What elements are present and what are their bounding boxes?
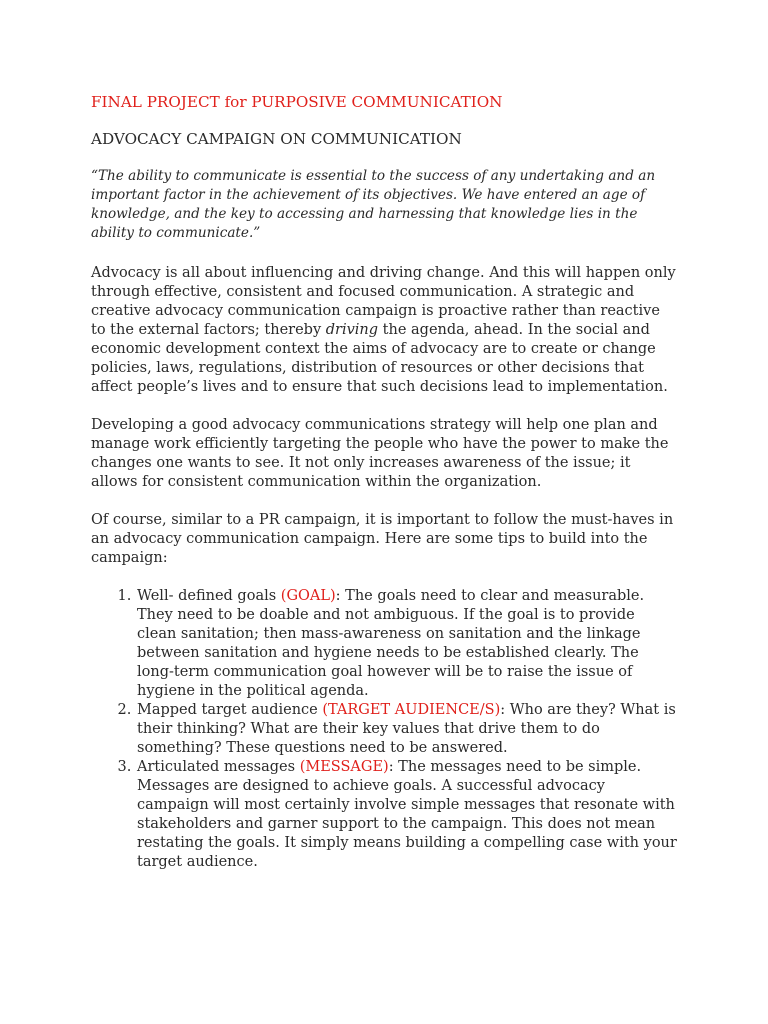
paragraph-advocacy <box>91 264 678 397</box>
tip-tag: (GOAL) <box>280 588 336 604</box>
paragraph-strategy: Developing a good advocacy communications strategy will help one plan and manage work efficiently targeting the people who have the power to make the changes one wants to see. It not only increases awareness of the issue; it allows for consistent communication within the organization. <box>91 417 669 490</box>
tips-list <box>91 587 678 872</box>
tip-lead: Well- defined goals <box>137 588 281 604</box>
paragraph-tips-intro: Of course, similar to a PR campaign, it is important to follow the must-haves in an advocacy communication campaign. Here are some tips to build into the campaign: <box>91 512 674 566</box>
tip-tag: (MESSAGE) <box>299 759 389 775</box>
list-item <box>136 587 678 701</box>
tip-lead: Articulated messages <box>137 759 300 775</box>
tip-body: : Who are they? What is their thinking? What are their key values that drive them to do something? These questions need to be answered. <box>137 702 676 756</box>
paragraph-text: the agenda, ahead. In the social and economic development context the aims of advocacy are to create or change policies, laws, regulations, distribution of resources or other decisions that affect people’s lives and to ensure that such decisions lead to implementation. <box>91 322 668 395</box>
tip-body: : The messages need to be simple. Messages are designed to achieve goals. A successful advocacy campaign will most certainly involve simple messages that resonate with stakeholders and garner support to the campaign. This does not mean restating the goals. It simply means building a compelling case with your target audience. <box>137 759 677 870</box>
paragraph-text: Advocacy is all about influencing and driving change. And this will happen only through effective, consistent and focused communication. A strategic and creative advocacy communication campaign is proactive rather than reactive to the external factors; thereby <box>91 265 676 338</box>
document-subtitle: ADVOCACY CAMPAIGN ON COMMUNICATION <box>91 130 462 148</box>
tip-body: : The goals need to clear and measurable. They need to be doable and not ambiguous. If the goal is to provide clean sanitation; then mass-awareness on sanitation and the linkage between sanitation and hygiene needs to be established clearly. The long-term communication goal however will be to raise the issue of hygiene in the political agenda. <box>137 588 645 699</box>
list-item <box>136 758 678 872</box>
emphasis-text: driving <box>325 322 379 338</box>
list-item <box>136 701 678 758</box>
opening-quote: “The ability to communicate is essential to the success of any undertaking and an important factor in the achievement of its objectives. We have entered an age of knowledge, and the key to accessing and harnessing that knowledge lies in the ability to communicate.” <box>91 168 656 241</box>
tip-tag: (TARGET AUDIENCE/S) <box>322 702 501 718</box>
document-title: FINAL PROJECT for PURPOSIVE COMMUNICATION <box>91 93 503 111</box>
tip-lead: Mapped target audience <box>137 702 323 718</box>
